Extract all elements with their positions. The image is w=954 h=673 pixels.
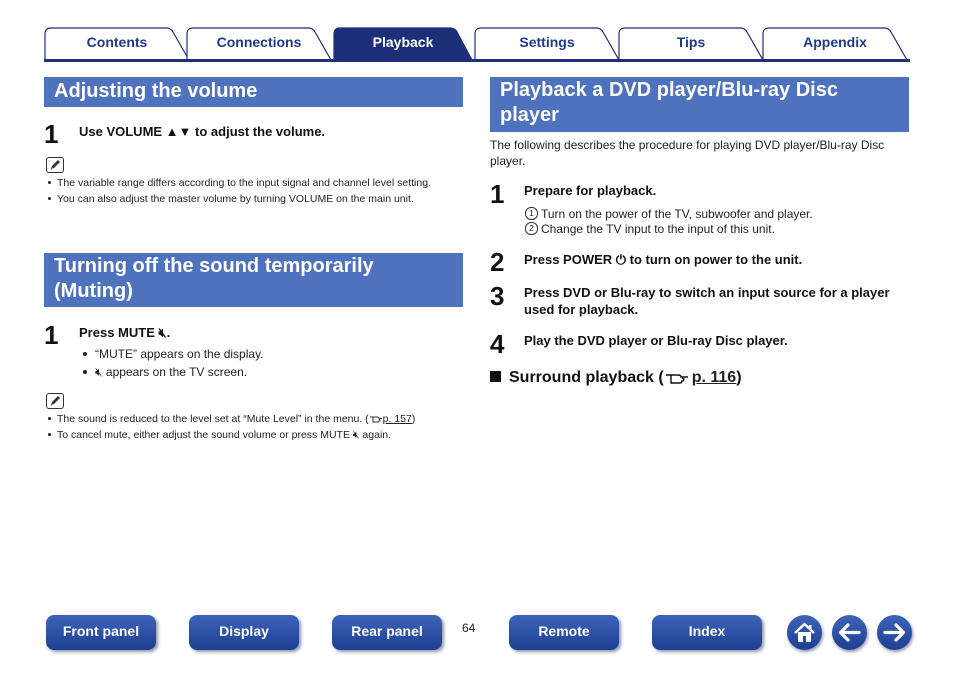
forward-button[interactable]: [877, 615, 912, 650]
tab-settings-label: Settings: [519, 34, 575, 50]
step-number: 1: [490, 179, 505, 209]
step-number: 1: [44, 320, 59, 350]
front-panel-button[interactable]: Front panel: [46, 615, 156, 650]
list-item: [83, 346, 264, 362]
circled-number: 1: [525, 207, 538, 220]
note-item: [48, 192, 414, 206]
step-text: Press MUTE 🔇︎.: [79, 325, 171, 340]
tab-connections[interactable]: [186, 27, 332, 59]
tab-connections-label: Connections: [216, 34, 302, 50]
tab-contents[interactable]: [44, 27, 190, 59]
note-text-end: ): [411, 413, 416, 425]
substep-text: Turn on the power of the TV, subwoofer and player.: [541, 207, 813, 221]
tab-tips-label: Tips: [676, 34, 706, 50]
section-header-dvd: [490, 77, 909, 132]
display-button[interactable]: Display: [189, 615, 299, 650]
intro-text: The following describes the procedure for playing DVD player/Blu-ray Disc player.: [490, 138, 885, 168]
section-title-muting-line2: (Muting): [54, 280, 133, 302]
home-button[interactable]: [787, 615, 822, 650]
tab-playback[interactable]: [333, 27, 473, 59]
page-link[interactable]: p. 116: [691, 369, 737, 386]
remote-button[interactable]: Remote: [509, 615, 619, 650]
square-bullet-icon: [490, 371, 501, 382]
page-number: 64: [462, 621, 476, 635]
rear-panel-button[interactable]: Rear panel: [332, 615, 442, 650]
tab-underline: [44, 59, 910, 62]
note-item: [48, 412, 415, 426]
tab-settings[interactable]: [474, 27, 620, 59]
substep-item: [525, 206, 813, 222]
note-text: The variable range differs according to the input signal and channel level setting.: [57, 177, 431, 189]
tab-contents-label: Contents: [86, 34, 148, 50]
back-arrow-icon: [832, 615, 867, 650]
note-text: To cancel mute, either adjust the sound volume or press MUTE 🔇︎ again.: [57, 429, 392, 441]
hand-pointer-icon: [664, 370, 692, 386]
note-text: The sound is reduced to the level set at “Mute Level” in the menu. (: [57, 413, 369, 425]
step-text: Use VOLUME ▲▼ to adjust the volume.: [79, 124, 326, 139]
section-title-muting-line1: Turning off the sound temporarily: [54, 255, 374, 277]
list-item: [83, 364, 247, 380]
back-button[interactable]: [832, 615, 867, 650]
step-text: Press DVD or Blu-ray to switch an input source for a player used for playback.: [524, 285, 890, 317]
bullet-text: 🔇︎ appears on the TV screen.: [95, 365, 248, 379]
note-item: [48, 428, 391, 442]
substep-item: [525, 221, 775, 237]
circled-number: 2: [525, 222, 538, 235]
section-header-volume: [44, 77, 463, 107]
tab-playback-label: Playback: [372, 34, 434, 50]
section-title-dvd-line1: Playback a DVD player/Blu-ray Disc: [500, 79, 838, 101]
note-item: [48, 176, 431, 190]
index-button[interactable]: Index: [652, 615, 762, 650]
step-text: Play the DVD player or Blu-ray Disc player.: [524, 333, 788, 348]
tab-bar: [44, 27, 910, 62]
surround-end: ): [736, 369, 742, 386]
tab-tips[interactable]: [618, 27, 764, 59]
page-link[interactable]: p. 157: [382, 413, 412, 425]
step-number: 3: [490, 281, 505, 311]
tab-appendix-label: Appendix: [803, 34, 867, 50]
step-number: 2: [490, 247, 505, 277]
section-title-volume: Adjusting the volume: [54, 80, 258, 102]
substep-text: Change the TV input to the input of this unit.: [541, 222, 775, 236]
pencil-note-icon: [46, 393, 64, 409]
surround-heading: [490, 368, 742, 388]
pencil-note-icon: [46, 157, 64, 173]
step-text: Press POWER ⏻ to turn on power to the unit.: [524, 252, 803, 267]
section-title-dvd-line2: player: [500, 104, 559, 126]
hand-pointer-icon: [369, 414, 383, 424]
note-text: You can also adjust the master volume by turning VOLUME on the main unit.: [57, 193, 414, 205]
step-text: Prepare for playback.: [524, 183, 657, 198]
forward-arrow-icon: [877, 615, 912, 650]
tab-appendix[interactable]: [762, 27, 908, 59]
surround-label: Surround playback (: [509, 369, 664, 386]
step-number: 4: [490, 329, 505, 359]
home-icon: [787, 615, 822, 650]
bullet-text: “MUTE” appears on the display.: [95, 347, 264, 361]
section-header-muting: [44, 253, 463, 307]
step-number: 1: [44, 119, 59, 149]
